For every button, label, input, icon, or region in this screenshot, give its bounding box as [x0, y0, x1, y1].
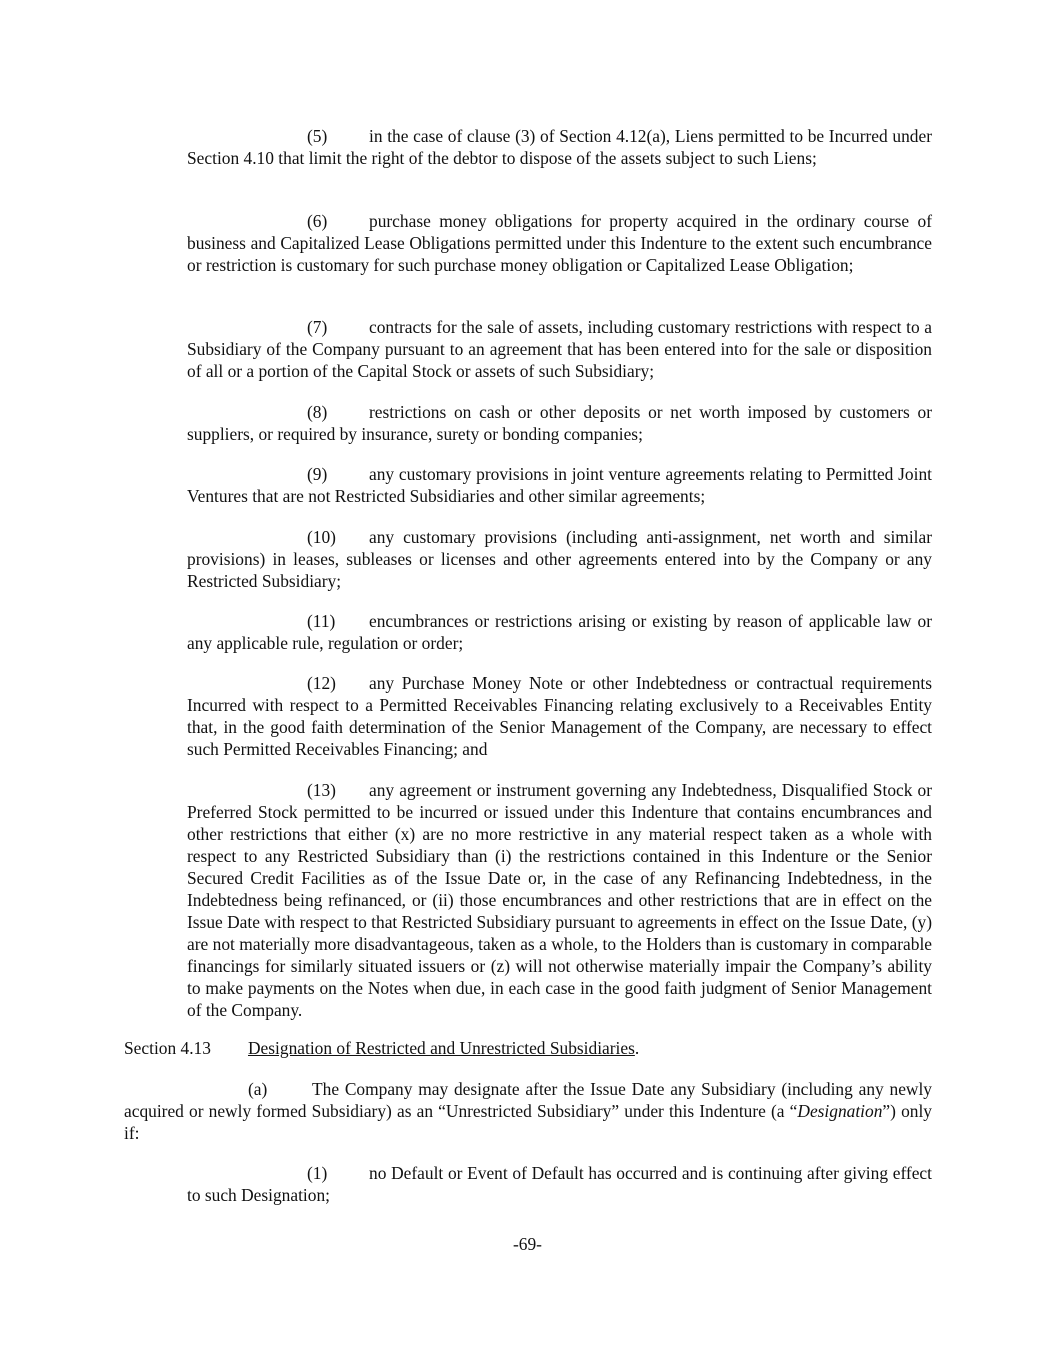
clause-number: (12) — [307, 673, 336, 693]
clause-8 — [187, 401, 932, 445]
section-heading — [124, 1037, 639, 1059]
paragraph-number: (a) — [248, 1079, 268, 1099]
clause-number: (6) — [307, 211, 328, 231]
sub-clause-1 — [187, 1162, 932, 1206]
clause-12 — [187, 672, 932, 760]
clause-text: encumbrances or restrictions arising or existing by reason of applicable law or any applicable rule, regulation or order; — [187, 611, 932, 653]
section-title-punct: . — [634, 1038, 640, 1058]
clause-text: any customary provisions (including anti-assignment, net worth and similar provisions) in leases, subleases or licenses and other agreements entered into by the Company or any Restricted Subsidiary; — [187, 527, 932, 591]
clause-5 — [187, 125, 932, 169]
clause-number: (11) — [307, 611, 336, 631]
clause-number: (9) — [307, 464, 328, 484]
clause-text: in the case of clause (3) of Section 4.12(a), Liens permitted to be Incurred under Section 4.10 that limit the right of the debtor to dispose of the assets subject to such Liens; — [187, 126, 932, 168]
clause-text: no Default or Event of Default has occurred and is continuing after giving effect to such Designation; — [187, 1163, 932, 1205]
paragraph-text-after: ”) only if: — [124, 1101, 932, 1143]
clause-text: any Purchase Money Note or other Indebtedness or contractual requirements Incurred with respect to a Permitted Receivables Financing relating exclusively to a Receivables Entity that, in the good faith determination of the Senior Management of the Company, are necessary to effect such Permitted Receivables Financing; and — [187, 673, 932, 759]
clause-11 — [187, 610, 932, 654]
page-number: -69- — [513, 1234, 542, 1254]
clause-text: contracts for the sale of assets, including customary restrictions with respect to a Subsidiary of the Company pursuant to an agreement that has been entered into for the sale or disposition of all or a portion of the Capital Stock or assets of such Subsidiary; — [187, 317, 932, 381]
clause-text: any customary provisions in joint venture agreements relating to Permitted Joint Ventures that are not Restricted Subsidiaries and other similar agreements; — [187, 464, 932, 506]
clause-number: (7) — [307, 317, 328, 337]
paragraph-a — [124, 1078, 932, 1144]
clause-number: (13) — [307, 780, 336, 800]
paragraph-text-before: The Company may designate after the Issue Date any Subsidiary (including any newly acquired or newly formed Subsidiary) as an “Unrestricted Subsidiary” under this Indenture (a “ — [124, 1079, 932, 1121]
clause-text: restrictions on cash or other deposits or net worth imposed by customers or suppliers, or required by insurance, surety or bonding companies; — [187, 402, 932, 444]
clause-number: (1) — [307, 1163, 328, 1183]
clause-9 — [187, 463, 932, 507]
clause-number: (8) — [307, 402, 328, 422]
clause-10 — [187, 526, 932, 592]
clause-text: purchase money obligations for property acquired in the ordinary course of business and Capitalized Lease Obligations permitted under this Indenture to the extent such encumbrance or restriction is customary for such purchase money obligation or Capitalized Lease Obligation; — [187, 211, 932, 275]
clause-number: (10) — [307, 527, 336, 547]
clause-6 — [187, 210, 932, 276]
section-title: Designation of Restricted and Unrestricted Subsidiaries — [248, 1038, 635, 1058]
defined-term: Designation — [797, 1101, 883, 1121]
clause-number: (5) — [307, 126, 328, 146]
section-number: Section 4.13 — [124, 1038, 211, 1058]
clause-text: any agreement or instrument governing any Indebtedness, Disqualified Stock or Preferred Stock permitted to be incurred or issued under this Indenture that contains encumbrances and other restrictions that either (x) are no more restrictive in any material respect taken as a whole with respect to any Restricted Subsidiary than (i) the restrictions contained in this Indenture or the Senior Secured Credit Facilities as of the Issue Date or, in the case of any Refinancing Indebtedness, in the Indebtedness being refinanced, or (ii) those encumbrances and other restrictions that are in effect on the Issue Date with respect to that Restricted Subsidiary pursuant to agreements in effect on the Issue Date, (y) are not materially more disadvantageous, taken as a whole, to the Holders than is customary in comparable financings for similarly situated issuers or (z) will not otherwise materially impair the Company’s ability to make payments on the Notes when due, in each case in the good faith judgment of Senior Management of the Company. — [187, 780, 932, 1020]
clause-7 — [187, 316, 932, 382]
clause-13 — [187, 779, 932, 1021]
